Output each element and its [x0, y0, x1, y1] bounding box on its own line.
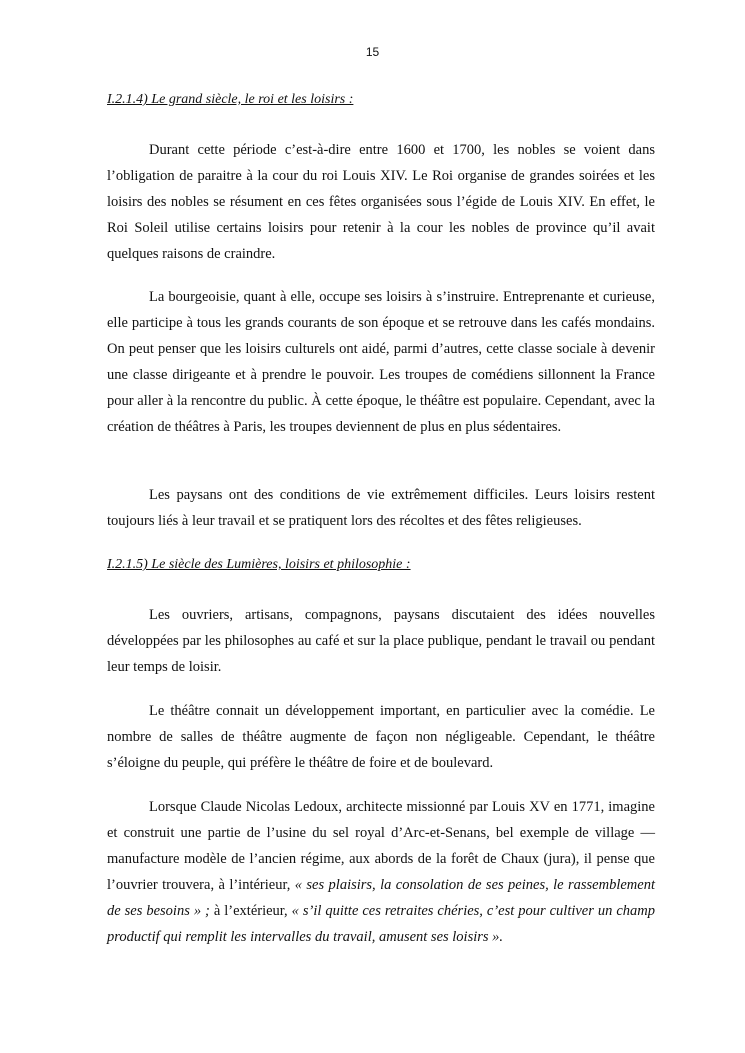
paragraph: Les paysans ont des conditions de vie extrêmement difficiles. Leurs loisirs restent toujours liés à leur travail et se pratiquent lors des récoltes et des fêtes religieuses.: [107, 487, 655, 529]
paragraph: Durant cette période c’est-à-dire entre 1600 et 1700, les nobles se voient dans l’obligation de paraitre à la cour du roi Louis XIV. Le Roi organise de grandes soirées et les loisirs des nobles se résument en ces fêtes organisées sous l’égide de Louis XIV. En effet, le Roi Soleil utilise certains loisirs pour retenir à la cour les nobles de province qu’il avait quelques raisons de craindre.: [107, 142, 655, 262]
ledoux-quote: « ses plaisirs, la consolation de ses peines, le rassemblement de ses besoins » ;: [107, 877, 655, 919]
ledoux-quote: « s’il quitte ces retraites chéries, c’est pour cultiver un champ productif qui remplit les intervalles du travail, amusent ses loisirs ».: [107, 903, 655, 945]
paragraph: Le théâtre connait un développement important, en particulier avec la comédie. Le nombre de salles de théâtre augmente de façon non négligeable. Cependant, le théâtre s’éloigne du peuple, qui préfère le théâtre de foire et de boulevard.: [107, 703, 655, 771]
ledoux-text: Lorsque Claude Nicolas Ledoux, architecte missionné par Louis XV en 1771, imagine et construit une partie de l’usine du sel royal d’Arc-et-Senans, bel exemple de village — manufacture modèle de l’ancien régime, aux abords de la forêt de Chaux (jura), il pense que l’ouvrier trouvera, à l’intérieur,: [107, 799, 655, 893]
ledoux-text: à l’extérieur,: [209, 903, 292, 919]
paragraph: La bourgeoisie, quant à elle, occupe ses loisirs à s’instruire. Entreprenante et curieuse, elle participe à tous les grands courants de son époque et se retrouve dans les cafés mondains. On peut penser que les loisirs culturels ont aidé, parmi d’autres, cette classe sociale à devenir une classe dirigeante et à prendre le pouvoir. Les troupes de comédiens sillonnent la France pour aller à la rencontre du public. À cette époque, le théâtre est populaire. Cependant, avec la création de théâtres à Paris, les troupes deviennent de plus en plus sédentaires.: [107, 289, 655, 435]
paragraph: Les ouvriers, artisans, compagnons, paysans discutaient des idées nouvelles développées par les philosophes au café et sur la place publique, pendant le travail ou pendant leur temps de loisir.: [107, 607, 655, 675]
section-heading-grand-siecle: I.2.1.4) Le grand siècle, le roi et les loisirs :: [107, 92, 354, 107]
page-number: 15: [365, 45, 380, 59]
section-heading-lumieres: I.2.1.5) Le siècle des Lumières, loisirs et philosophie :: [107, 557, 411, 572]
paragraph-ledoux: [107, 794, 655, 950]
